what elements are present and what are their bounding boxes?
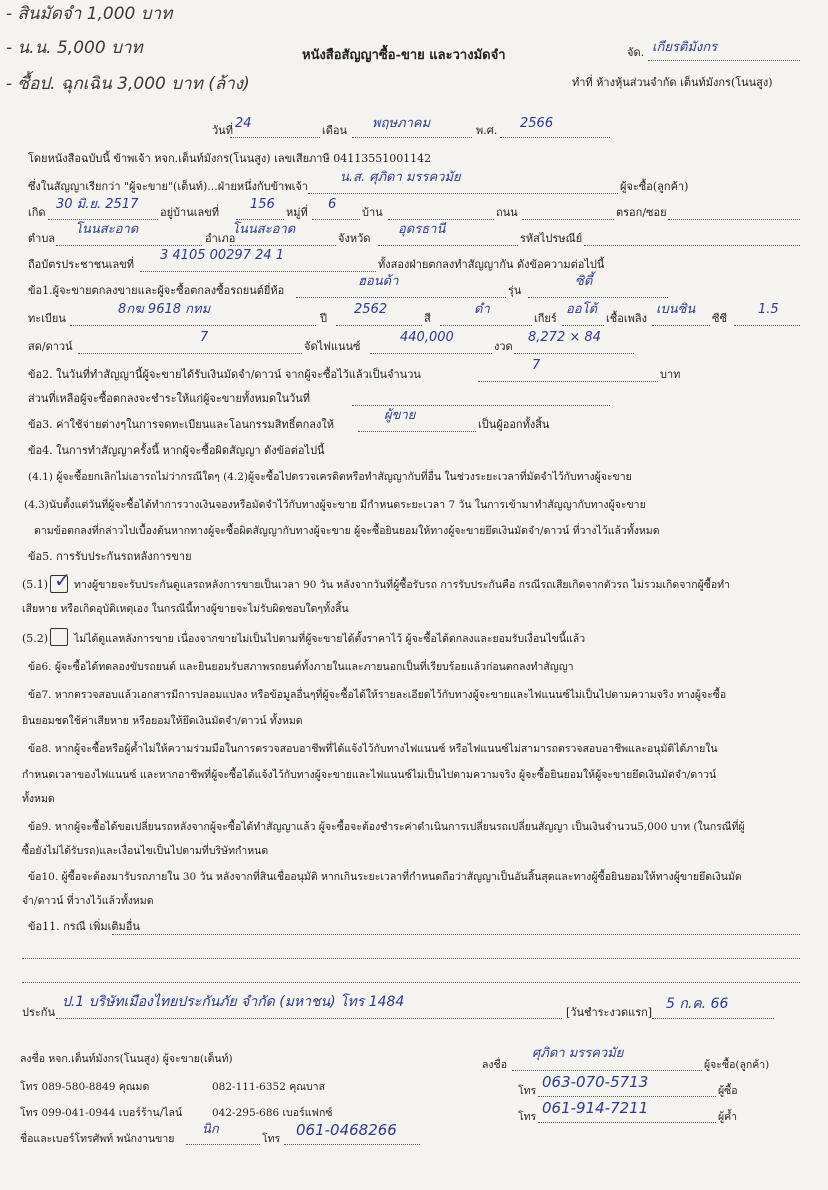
gear-label: เกียร์ [534, 312, 557, 325]
plate-label: ทะเบียน [28, 312, 66, 325]
buyer-suffix: ผู้จะซื้อ(ลูกค้า) [620, 180, 689, 193]
vehicle-down: 7 [200, 330, 209, 345]
down-label: สด/ดาวน์ [28, 340, 73, 353]
day-label: วันที่ [212, 124, 233, 137]
month-label: เดือน [322, 124, 348, 137]
written-at-label: จัด. [627, 46, 645, 59]
clause-5: ข้อ5. การรับประกันรถหลังการขาย [28, 550, 192, 563]
soi-label: ตรอก/ซอย [616, 206, 667, 219]
moo-label: หมู่ที่ [286, 206, 308, 219]
moo-value: 6 [328, 197, 337, 212]
house-value: 156 [250, 197, 275, 212]
clause-4-3a: (4.3)นับตั้งแต่วันที่ผู้จะซื้อได้ทำการวางเงินจองหรือมัดจำไว้กับทางผู้จะขาย มีกำหนดระยะเวลา 7 วัน ในการเข้ามาทำสัญญากับทางผู้จะขาย [24, 499, 646, 511]
tambon-label: ตำบล [28, 232, 56, 245]
written-at-value: เกียรติมังกร [652, 40, 718, 55]
guarantor-tel-label: โทร [518, 1111, 537, 1123]
house-label: อยู่บ้านเลขที่ [160, 206, 220, 219]
note-line-3: - ซื้อป. ฉุกเฉิน 3,000 บาท (ล้าง) [6, 74, 250, 94]
staff-name: นิก [202, 1122, 219, 1137]
clause-2-unit: บาท [660, 368, 681, 381]
intro-line: โดยหนังสือฉบับนี้ ข้าพเจ้า หจก.เต็นท์มังกร(โนนสูง) เลขเสียภาษี 0411355100114​2 [28, 152, 432, 165]
vehicle-plate: 8กฆ 9618 กทม [118, 302, 211, 317]
first-due-value: 5 ก.ค. 66 [666, 996, 729, 1012]
clause-2a: ข้อ2. ในวันที่ทำสัญญานี้ผู้จะขายได้รับเงินมัดจำ/ดาวน์ จากผู้จะซื้อไว้แล้วเป็นจำนวน [28, 368, 421, 381]
clause-8c: ทั้งหมด [22, 793, 55, 805]
postal-label: รหัสไปรษณีย์ [520, 232, 583, 245]
clause-4: ข้อ4. ในการทำสัญญาครั้งนี้ หากผู้จะซื้อผิดสัญญา ดังข้อต่อไปนี้ [28, 444, 325, 457]
model-label: รุ่น [508, 284, 522, 297]
staff-phone: 061-0468266 [296, 1121, 397, 1139]
clause-9b: ซื้อยังไม่ได้รับรถ)และเงื่อนไขเป็นไปตามที่บริษัทกำหนด [22, 845, 269, 857]
vehicle-installment: 8,272 × 84 [528, 330, 601, 345]
seller-sign: ลงชื่อ หจก.เต็นท์มังกร(โนนสูง) ผู้จะขาย(เต็นท์) [20, 1053, 233, 1065]
insurance-label: ประกัน [22, 1006, 55, 1019]
phone-2: 082-111-6352 คุณบาส [212, 1081, 325, 1093]
clause-2b: ส่วนที่เหลือผู้จะซื้อตกลงจะชำระให้แก่ผู้จะขายทั้งหมดในวันที่ [28, 392, 311, 405]
clause-9a: ข้อ9. หากผู้จะซื้อได้ขอเปลี่ยนรถหลังจากผู้จะซื้อได้ทำสัญญาแล้ว ผู้จะซื้อจะต้องชำระค่าดำเนินการเปลี่ยนรถเปลี่ยนสัญญา เป็นเงินจำนวน5,000 บาท (ในกรณีที่ผู้ [28, 821, 745, 833]
clause-5-1a: ทางผู้ขายจะรับประกันดูแลรถหลังการขายเป็นเวลา 90 วัน หลังจากวันที่ผู้ซื้อรับรถ การรับประกันคือ กรณีรถเสียเกิดจากตัวรถ ไม่รวมเกิดจากผู้ซื้อทำ [74, 579, 731, 591]
clause-3: ข้อ3. ค่าใช้จ่ายต่างๆในการจดทะเบียนและโอนกรรมสิทธิ์ตกลงให้ [28, 418, 334, 431]
place-line: ทำที่ ห้างหุ้นส่วนจำกัด เต็นท์มังกร(โนนสูง) [572, 76, 773, 89]
province-value: อุดรธานี [398, 222, 446, 237]
day-value: 24 [235, 116, 252, 131]
province-label: จังหวัด [338, 232, 371, 245]
clause-8a: ข้อ8. หากผู้จะซื้อหรือผู้ค้ำไม่ให้ความร่วมมือในการตรวจสอบอาชีพที่ได้แจ้งไว้กับทางไฟแนนซ์ หรือไฟแนนซ์ไม่สามารถตรวจสอบอาชีพและอนุมัติได้ภายใน [28, 743, 718, 755]
clause-4-1: (4.1) ผู้จะซื้อยกเลิกไม่เอารถไม่ว่ากรณีใดๆ (4.2)ผู้จะซื้อไปตรวจเครดิตหรือทำสัญญากับที่อื่น ในช่วงระยะเวลาที่มัดจำไว้กับทางผู้จะขาย [28, 471, 632, 483]
seller-line: ซึ่งในสัญญาเรียกว่า "ผู้จะขาย"(เต็นท์)...ฝ่ายหนึ่งกับข้าพเจ้า [28, 180, 308, 193]
vehicle-gear: ออโต้ [566, 302, 598, 317]
color-label: สี [424, 312, 431, 325]
vehicle-year: 2562 [354, 302, 388, 317]
buyer-sign-label: ลงชื่อ [482, 1059, 507, 1071]
staff-label: ชื่อและเบอร์โทรศัพท์ พนักงานขาย [20, 1133, 175, 1145]
insurance-value: ป.1 บริษัทเมืองไทยประกันภัย จำกัด (มหาชน) โทร 1484 [62, 994, 405, 1010]
clause-10b: จำ/ดาวน์ ที่วางไว้แล้วทั้งหมด [22, 895, 154, 907]
finance-label: จัดไฟแนนซ์ [304, 340, 361, 353]
id-value: 3 4105 00297 24 1 [160, 248, 285, 263]
year-value: 2566 [520, 116, 554, 131]
clause-5-2: ไม่ได้ดูแลหลังการขาย เนื่องจากขายไม่เป็นไปตามที่ผู้จะขายได้ตั้งราคาไว้ ผู้จะซื้อได้ตกลงและยอมรับเงื่อนไขนี้แล้ว [74, 633, 586, 645]
year-label-vehicle: ปี [320, 312, 327, 325]
clause-10a: ข้อ10. ผู้ซื้อจะต้องมารับรถภายใน 30 วัน หลังจากที่สินเชื่ออนุมัติ หากเกินระยะเวลาที่กำหนดถือว่าสัญญาเป็นอันสิ้นสุดและทางผู้ซื้อยินยอมให้ทางผู้ขายยึดเงินมัด [28, 871, 742, 883]
buyer-sign-suffix: ผู้จะซื้อ(ลูกค้า) [704, 1059, 770, 1071]
id-suffix: ทั้งสองฝ่ายตกลงทำสัญญากัน ดังข้อความต่อไปนี้ [378, 258, 605, 271]
note-line-2: - น.น. 5,000 บาท [6, 38, 143, 58]
amphoe-label: อำเภอ [205, 232, 236, 245]
document-title: หนังสือสัญญาซื้อ-ขาย และวางมัดจำ [302, 48, 506, 63]
clause-5-1-label: (5.1) [22, 578, 49, 591]
year-label: พ.ศ. [476, 124, 498, 137]
buyer-tel-suffix: ผู้ซื้อ [718, 1085, 738, 1097]
clause-7b: ยินยอมชดใช้ค่าเสียหาย หรือยอมให้ยึดเงินมัดจำ/ดาวน์ ทั้งหมด [22, 715, 303, 727]
clause-1: ข้อ1.ผู้จะขายตกลงขายและผู้จะซื้อตกลงซื้อรถยนต์ยี่ห้อ [28, 284, 285, 297]
phone-1: โทร 089-580-8849 คุณมด [20, 1081, 150, 1093]
birth-label: เกิด [28, 206, 46, 219]
id-label: ถือบัตรประชาชนเลขที่ [28, 258, 134, 271]
clause-5-2-label: (5.2) [22, 632, 49, 645]
staff-phone-label: โทร [262, 1133, 281, 1145]
phone-3: โทร 099-041-0944 เบอร์ร้าน/ไลน์ [20, 1107, 183, 1119]
birth-value: 30 มิ.ย. 2517 [56, 197, 139, 212]
check-mark-icon: ✓ [54, 568, 71, 592]
buyer-name: น.ส. ศุภิดา มรรควมัย [340, 170, 461, 185]
amphoe-value: โนนสะอาด [232, 222, 296, 237]
vehicle-color: ดำ [474, 302, 490, 317]
tambon-value: โนนสะอาด [75, 222, 139, 237]
vehicle-brand: ฮอนด้า [358, 274, 399, 289]
vehicle-cc: 1.5 [758, 302, 779, 317]
clause-7a: ข้อ7. หากตรวจสอบแล้วเอกสารมีการปลอมแปลง หรือข้อมูลอื่นๆที่ผู้จะซื้อได้ให้รายละเอียดไว้กับทางผู้จะขายและไฟแนนซ์ไม่เป็นไปตามความจริง ทางผู้จะซื้อ [28, 689, 727, 701]
installment-label: งวด [494, 340, 513, 353]
clause-5-1b: เสียหาย หรือเกิดอุบัติเหตุเอง ในกรณีนี้ทางผู้ขายจะไม่รับผิดชอบใดๆทั้งสิ้น [22, 603, 349, 615]
cc-label: ซีซี [712, 312, 727, 325]
clause-3-value: ผู้ขาย [384, 408, 416, 423]
road-label: ถนน [496, 206, 518, 219]
phone-4: 042-295-686 เบอร์แฟกซ์ [212, 1107, 333, 1119]
vehicle-model: ซิตี้ [575, 274, 593, 289]
month-value: พฤษภาคม [372, 116, 431, 131]
clause-2-amount: 7 [532, 358, 541, 373]
clause-11: ข้อ11. กรณี เพิ่มเติมอื่น [28, 920, 140, 933]
clause-3-suffix: เป็นผู้ออกทั้งสิ้น [478, 418, 550, 431]
vehicle-fuel: เบนซิน [656, 302, 696, 317]
no-warranty-checkbox[interactable] [50, 628, 68, 646]
guarantor-tel-suffix: ผู้ค้ำ [718, 1111, 738, 1123]
clause-6: ข้อ6. ผู้จะซื้อได้ทดลองขับรถยนต์ และยินยอมรับสภาพรถยนต์ทั้งภายในและภายนอกเป็นที่เรียบร้อยแล้วก่อนตกลงทำสัญญา [28, 661, 574, 673]
first-due-label: [วันชำระงวดแรก] [566, 1006, 653, 1019]
clause-8b: กำหนดเวลาของไฟแนนซ์ และหากอาชีพที่ผู้จะซื้อได้แจ้งไว้กับทางผู้จะขายและไฟแนนซ์ไม่เป็นไปตามความจริง ผู้จะซื้อยินยอมให้ผู้จะขายยึดเงินมัดจำ/ดาวน์ [22, 769, 717, 781]
note-line-1: - สินมัดจำ 1,000 บาท [6, 4, 173, 24]
village-label: บ้าน [362, 206, 383, 219]
vehicle-finance: 440,000 [400, 330, 454, 345]
guarantor-tel: 061-914-7211 [542, 1099, 649, 1117]
fuel-label: เชื้อเพลิง [606, 312, 647, 325]
buyer-tel-label: โทร [518, 1085, 537, 1097]
buyer-signature: ศุภิดา มรรควมัย [532, 1046, 624, 1061]
buyer-tel: 063-070-5713 [542, 1073, 649, 1091]
clause-4-3b: ตามข้อตกลงที่กล่าวไปเบื้องต้นหากทางผู้จะซื้อผิดสัญญากับทางผู้จะขาย ผู้จะซื้อยินยอมให้ทางผู้จะขายยึดเงินมัดจำ/ดาวน์ ที่วางไว้แล้วทั้งหมด [34, 525, 660, 537]
